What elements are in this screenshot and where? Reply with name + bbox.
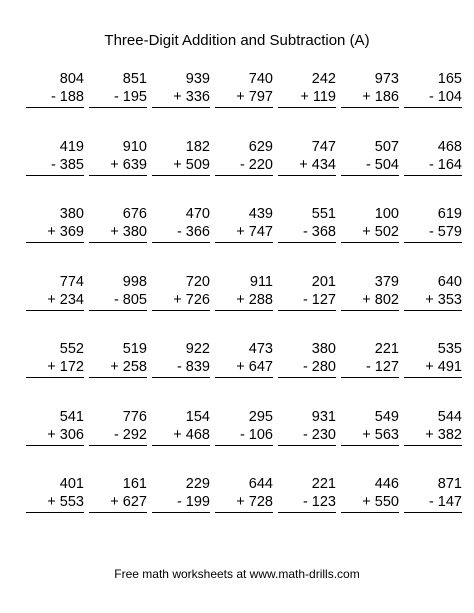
problem-bottom-operand: - 230 xyxy=(278,426,336,446)
problem xyxy=(278,408,336,476)
problem xyxy=(404,138,462,206)
problem-top-number: 720 xyxy=(185,273,210,290)
problem-grid xyxy=(26,70,468,543)
problem-top-number: 910 xyxy=(122,138,147,155)
problem-top-number: 380 xyxy=(59,206,84,222)
problem-top-number: 549 xyxy=(374,408,399,425)
problem xyxy=(89,475,147,543)
problem-bottom-operand: - 839 xyxy=(152,358,210,378)
problem-row xyxy=(26,475,468,543)
problem-top-number: 154 xyxy=(185,408,210,425)
problem xyxy=(215,138,273,206)
problem xyxy=(152,205,210,273)
problem-bottom-operand: - 127 xyxy=(278,291,336,311)
problem-bottom-operand: + 369 xyxy=(26,223,84,243)
problem-bottom-operand: - 104 xyxy=(404,88,462,108)
problem xyxy=(89,408,147,476)
problem-bottom-operand: + 336 xyxy=(152,88,210,108)
problem xyxy=(278,70,336,138)
problem-bottom-operand: + 186 xyxy=(341,88,399,108)
problem-bottom-operand: - 147 xyxy=(404,493,462,513)
problem-top-number: 419 xyxy=(59,138,84,155)
problem xyxy=(341,408,399,476)
problem-top-number: 774 xyxy=(59,273,84,290)
problem-top-number: 201 xyxy=(311,273,336,290)
problem-top-number: 629 xyxy=(248,138,273,155)
problem-top-number: 229 xyxy=(185,476,210,492)
problem-bottom-operand: + 802 xyxy=(341,291,399,311)
problem-top-number: 380 xyxy=(311,341,336,357)
problem-bottom-operand: - 805 xyxy=(89,291,147,311)
problem xyxy=(26,273,84,341)
problem-top-number: 182 xyxy=(185,138,210,155)
problem-bottom-operand: + 468 xyxy=(152,426,210,446)
problem-bottom-operand: - 123 xyxy=(278,493,336,513)
problem xyxy=(278,340,336,408)
problem xyxy=(152,273,210,341)
problem-bottom-operand: + 353 xyxy=(404,291,462,311)
problem-top-number: 973 xyxy=(374,71,399,87)
problem-bottom-operand: + 728 xyxy=(215,493,273,513)
problem xyxy=(89,138,147,206)
problem-bottom-operand: + 491 xyxy=(404,358,462,378)
problem-top-number: 931 xyxy=(311,408,336,425)
problem-bottom-operand: + 726 xyxy=(152,291,210,311)
problem-bottom-operand: + 119 xyxy=(278,88,336,108)
problem-top-number: 535 xyxy=(437,341,462,357)
problem-top-number: 552 xyxy=(59,341,84,357)
problem-top-number: 100 xyxy=(374,206,399,222)
problem-bottom-operand: - 292 xyxy=(89,426,147,446)
problem-bottom-operand: + 306 xyxy=(26,426,84,446)
problem-bottom-operand: + 563 xyxy=(341,426,399,446)
problem xyxy=(152,408,210,476)
problem-bottom-operand: - 385 xyxy=(26,156,84,176)
problem-bottom-operand: + 172 xyxy=(26,358,84,378)
problem xyxy=(89,70,147,138)
problem xyxy=(341,138,399,206)
problem-bottom-operand: + 258 xyxy=(89,358,147,378)
problem xyxy=(341,273,399,341)
problem-bottom-operand: + 647 xyxy=(215,358,273,378)
problem xyxy=(278,273,336,341)
problem-row xyxy=(26,70,468,138)
problem-top-number: 922 xyxy=(185,341,210,357)
problem xyxy=(215,205,273,273)
problem-top-number: 401 xyxy=(59,476,84,492)
problem xyxy=(404,475,462,543)
problem xyxy=(26,408,84,476)
problem-bottom-operand: + 502 xyxy=(341,223,399,243)
problem-top-number: 468 xyxy=(437,138,462,155)
problem-top-number: 939 xyxy=(185,71,210,87)
problem xyxy=(404,408,462,476)
problem xyxy=(152,475,210,543)
problem-top-number: 871 xyxy=(437,476,462,492)
problem-top-number: 747 xyxy=(311,138,336,155)
problem-top-number: 221 xyxy=(311,476,336,492)
problem-bottom-operand: + 234 xyxy=(26,291,84,311)
problem xyxy=(215,70,273,138)
problem-bottom-operand: - 366 xyxy=(152,223,210,243)
problem-top-number: 776 xyxy=(122,408,147,425)
problem xyxy=(152,138,210,206)
problem xyxy=(26,205,84,273)
problem-top-number: 619 xyxy=(437,206,462,222)
problem-bottom-operand: + 553 xyxy=(26,493,84,513)
problem-row xyxy=(26,340,468,408)
problem-top-number: 519 xyxy=(122,341,147,357)
problem xyxy=(26,340,84,408)
problem-bottom-operand: - 280 xyxy=(278,358,336,378)
problem-top-number: 165 xyxy=(437,71,462,87)
footer-text: Free math worksheets at www.math-drills.com xyxy=(114,567,360,581)
problem xyxy=(404,273,462,341)
problem xyxy=(278,475,336,543)
problem-bottom-operand: - 188 xyxy=(26,88,84,108)
problem-top-number: 242 xyxy=(311,71,336,87)
problem-top-number: 676 xyxy=(122,206,147,222)
problem-bottom-operand: + 288 xyxy=(215,291,273,311)
problem-row xyxy=(26,205,468,273)
problem-bottom-operand: - 127 xyxy=(341,358,399,378)
problem-bottom-operand: - 368 xyxy=(278,223,336,243)
problem xyxy=(89,273,147,341)
problem xyxy=(341,475,399,543)
problem-top-number: 551 xyxy=(311,206,336,222)
problem-top-number: 541 xyxy=(59,408,84,425)
problem-bottom-operand: - 106 xyxy=(215,426,273,446)
problem xyxy=(152,340,210,408)
problem-top-number: 470 xyxy=(185,206,210,222)
problem-bottom-operand: - 164 xyxy=(404,156,462,176)
problem-bottom-operand: + 434 xyxy=(278,156,336,176)
problem-top-number: 640 xyxy=(437,273,462,290)
problem-row xyxy=(26,273,468,341)
problem-bottom-operand: + 639 xyxy=(89,156,147,176)
problem-top-number: 507 xyxy=(374,138,399,155)
problem-top-number: 161 xyxy=(122,476,147,492)
problem-bottom-operand: + 797 xyxy=(215,88,273,108)
problem-top-number: 998 xyxy=(122,273,147,290)
problem-bottom-operand: - 195 xyxy=(89,88,147,108)
problem-bottom-operand: + 509 xyxy=(152,156,210,176)
problem xyxy=(215,475,273,543)
problem-bottom-operand: + 550 xyxy=(341,493,399,513)
problem-bottom-operand: + 380 xyxy=(89,223,147,243)
problem xyxy=(215,340,273,408)
problem xyxy=(152,70,210,138)
problem-top-number: 804 xyxy=(59,71,84,87)
problem xyxy=(89,340,147,408)
problem-bottom-operand: - 579 xyxy=(404,223,462,243)
problem xyxy=(341,70,399,138)
problem-top-number: 379 xyxy=(374,273,399,290)
problem-top-number: 544 xyxy=(437,408,462,425)
problem xyxy=(404,340,462,408)
page-title: Three-Digit Addition and Subtraction (A) xyxy=(104,32,370,49)
problem xyxy=(278,138,336,206)
problem-top-number: 446 xyxy=(374,476,399,492)
problem-top-number: 295 xyxy=(248,408,273,425)
problem-bottom-operand: + 747 xyxy=(215,223,273,243)
problem-row xyxy=(26,408,468,476)
problem xyxy=(215,408,273,476)
problem-top-number: 911 xyxy=(249,273,273,290)
problem-top-number: 473 xyxy=(248,341,273,357)
problem-top-number: 740 xyxy=(248,71,273,87)
problem xyxy=(89,205,147,273)
problem-bottom-operand: + 382 xyxy=(404,426,462,446)
problem-top-number: 644 xyxy=(248,476,273,492)
problem-bottom-operand: - 220 xyxy=(215,156,273,176)
problem xyxy=(404,205,462,273)
problem-bottom-operand: + 627 xyxy=(89,493,147,513)
problem xyxy=(26,475,84,543)
problem xyxy=(341,205,399,273)
problem xyxy=(341,340,399,408)
problem xyxy=(278,205,336,273)
problem xyxy=(26,70,84,138)
problem xyxy=(215,273,273,341)
problem-top-number: 221 xyxy=(374,341,399,357)
problem xyxy=(26,138,84,206)
problem-top-number: 851 xyxy=(122,71,147,87)
problem-row xyxy=(26,138,468,206)
problem-bottom-operand: - 199 xyxy=(152,493,210,513)
problem-top-number: 439 xyxy=(248,206,273,222)
problem xyxy=(404,70,462,138)
problem-bottom-operand: - 504 xyxy=(341,156,399,176)
